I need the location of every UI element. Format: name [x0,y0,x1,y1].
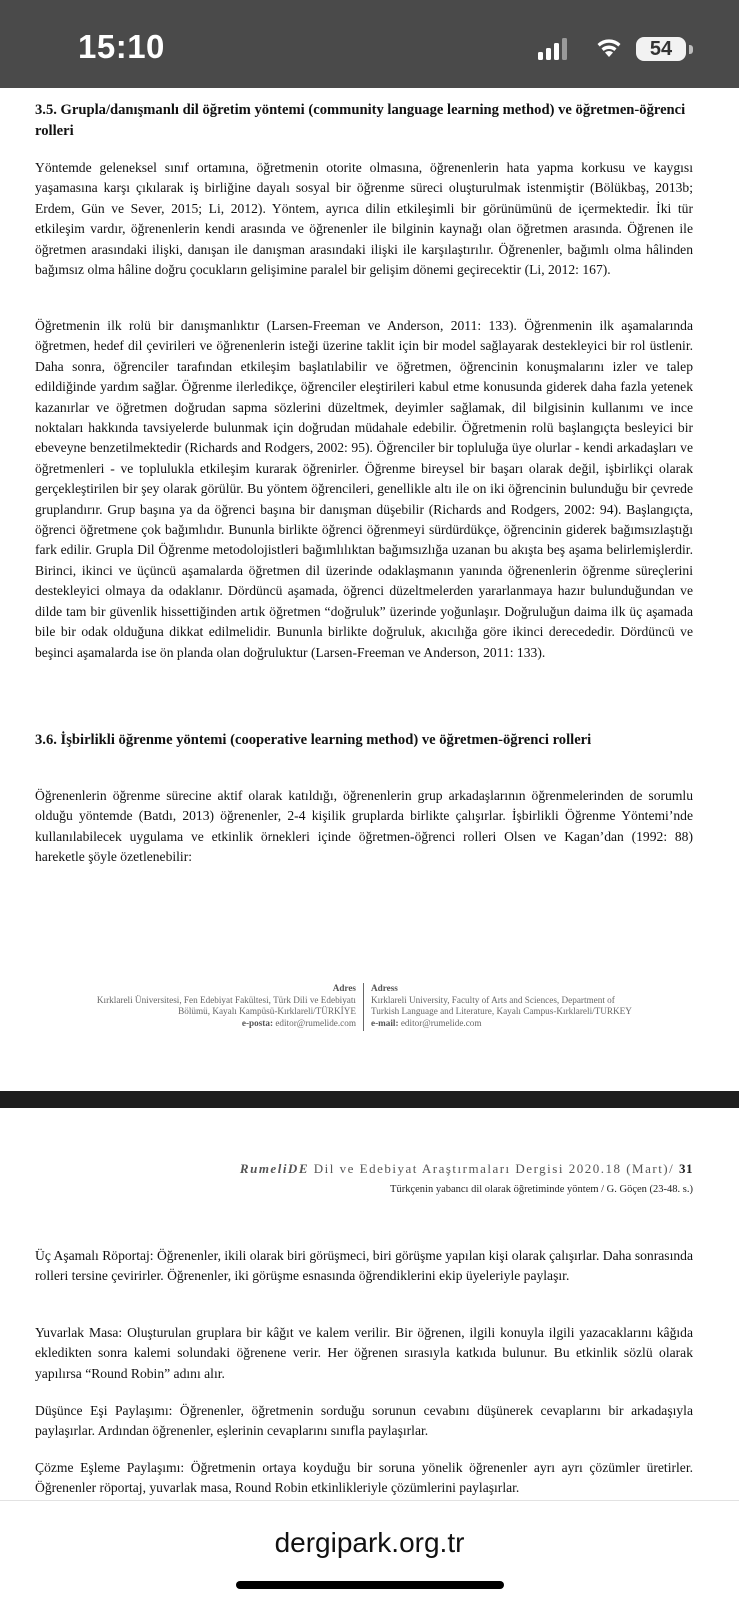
journal-name: RumeliDE [239,1161,309,1176]
battery-icon: 54 [636,37,686,61]
footer-address-en [371,983,701,1029]
battery-nub [689,45,693,54]
section-heading-3-6: 3.6. İşbirlikli öğrenme yöntemi (cooperative learning method) ve öğretmen-öğrenci rolleri [35,732,592,748]
running-head: Türkçenin yabancı dil olarak öğretiminde yöntem / G. Göçen (23-48. s.) [390,1184,693,1195]
paragraph: Üç Aşamalı Röportaj: Öğrenenler, ikili olarak biri görüşmeci, biri görüşme yapılan kişi olarak çalışırlar. Daha sonrasında rolleri tersine çevirirler. Öğrenenler, iki görüşme esnasında öğrendiklerini ekip üyeleriyle paylaşır. [35,1248,693,1284]
journal-header [240,1161,693,1177]
status-time: 15:10 [78,28,165,65]
page-number: 31 [679,1161,693,1176]
footer-divider [363,983,364,1031]
status-bar [0,0,739,88]
footer-email-label: e-posta: [241,1017,274,1028]
paragraph: Yuvarlak Masa: Oluşturulan gruplara bir kâğıt ve kalem verilir. Bir öğrenen, ilgili konuyla ilgili yazacaklarını kâğıda ekledikten sonra kalemi solundaki öğrenene verir. Her öğrenen sırasıyla katkıda bulunur. Bu etkinlik sözlü olarak yapılırsa “Round Robin” adını alır. [35,1325,693,1381]
paragraph: Yöntemde geleneksel sınıf ortamına, öğretmenin otorite olmasına, öğrenenlerin hata yapma korkusu ve kaygısı yaşamasına karşı çıkılarak iş birliğine dayalı sosyal bir öğrenme süreci oluşturulmak istenmiştir (Bölükbaş, 2013b; Erdem, Gün ve Sever, 2015; Li, 2012). Yöntem, ayrıca dilin etkileşimli bir görünümünü de içermektedir. İki tür etkileşim vardır, öğrenenlerin kendi arasında ve öğrenenler ile bilginin kaynağı olan öğretmen arasında. Öğrenen ile öğretmen arasındaki ilişki, danışan ile danışman arasındaki ilişki ile karşılaştırılır. Öğrenenler, bağımlı olma hâlinden bağımsız olma hâline doğru çocukların gelişimine paralel bir gelişim dönemi geçirecektir (Li, 2012: 167). [35,160,693,278]
wifi-icon [594,36,624,58]
url-bar[interactable]: dergipark.org.tr [274,1527,465,1558]
footer-heading: Adres [332,983,356,993]
footer-email[interactable]: editor@rumelide.com [275,1017,356,1028]
home-indicator[interactable] [236,1581,504,1589]
signal-icon [538,38,570,60]
footer-line: Bölümü, Kayalı Kampüsü-Kırklareli/TÜRKİYE [178,1006,356,1016]
paragraph: Öğretmenin ilk rolü bir danışmanlıktır (Larsen-Freeman ve Anderson, 2011: 133). Öğrenmenin ilk aşamalarında öğretmen, hedef dil çevirileri ve öğrenenlerin isteği üzerine taklit için bir model sağlayarak destekleyici bir rol üstlenir. Daha sonra, öğrenciler tarafından etkileşim başlatılabilir ve öğretmen, öğrencinin konuşmalarını izler ve talep edildiğinde yardım sağlar. Öğrenme ilerledikçe, öğrenciler eleştirileri kabul etme konusunda giderek daha fazla yetenek kazanırlar ve öğretmen doğrudan sapma sözlerini düzeltmek, deyimler sağlamak, dil bilgisinin kullanımı ve ince noktaları hakkında tavsiyelerde bulunmak için doğrudan müdahale edebilir. Öğretmenin rolü başlangıçta besleyici bir ebeveyne benzetilmektedir (Richards and Rodgers, 2002: 95). Öğrenciler bir topluluğa üye olurlar - kendi arkadaşları ve öğretmenleri - ve toplulukla etkileşim kurarak öğrenirler. Öğrenme bireysel bir başarı olarak değil, işbirlikçi olarak gerçekleştirilen bir şey olarak görülür. Bu yöntem öğrencileri, genellikle altı ile on iki öğrencinin bulunduğu bir çevrede gruplandırır. Grup başına ya da öğrenci başına bir danışman düşebilir (Richards and Rodgers, 2002: 94). Başlangıçta, öğrenci öğretmene çok bağımlıdır. Bununla birlikte öğrenci öğrenmeyi sürdürdükçe, öğrencinin giderek bağımsızlaştığı fark edilir. Grupla Dil Öğrenme metodolojistleri bağımlılıktan bağımsızlığa uzanan bu akışta beş aşama belirlemişlerdir. Birinci, ikinci ve üçüncü aşamalarda öğretmen dil üzerinde odaklaşmanın yanında öğrenenlerin öğrenme süreçlerini destekleyici olmaya da odaklanır. Dördüncü aşamada, öğrenci düzeltmelerden yararlanmaya hazır bulunduğundan ve dilde tam bir güvenlik hissettiğinden artık öğretmen “doğruluk” üzerinde yoğunlaşır. Doğruluğun daima ilk üç aşamada bile bir odak olduğuna dikkat edilmelidir. Bununla birlikte doğruluk, akıcılığa göre ikinci derecededir. Dördüncü ve beşinci aşamalarda ise ön planda olan doğruluktur (Larsen-Freeman ve Anderson, 2011: 133). [35,318,693,660]
footer-email-label: e-mail: [371,1017,399,1028]
footer-line: Turkish Language and Literature, Kayalı Campus-Kırklareli/TURKEY [371,1006,632,1016]
footer-email[interactable]: editor@rumelide.com [400,1017,482,1028]
footer-line: Kırklareli University, Faculty of Arts and Sciences, Department of [371,994,615,1005]
paragraph: Düşünce Eşi Paylaşımı: Öğrenenler, öğretmenin sorduğu sorunun cevabını düşünerek cevaplarını bir arkadaşıyla paylaşırlar. Ardından öğrenenler, eşlerinin cevaplarını sınıfla paylaşırlar. [35,1403,693,1439]
page-separator [0,1091,739,1108]
footer-heading: Adress [371,983,398,993]
browser-bottom-bar [0,1500,739,1601]
footer-line: Kırklareli Üniversitesi, Fen Edebiyat Fakültesi, Türk Dili ve Edebiyatı [96,994,356,1005]
journal-subtitle: Dil ve Edebiyat Araştırmaları Dergisi 2020.18 (Mart)/ [313,1161,675,1176]
paragraph: Öğrenenlerin öğrenme sürecine aktif olarak katıldığı, öğrenenlerin grup arkadaşlarının öğrenmelerinden de sorumlu olduğu yöntemde (Batdı, 2013) öğrenenler, 2-4 kişilik gruplarda birlikte çalışırlar. İşbirlikli Öğrenme Yöntemi’nde kullanılabilecek uygulama ve etkinlik örnekleri içinde öğretmen-öğrenci rolleri Olsen ve Kagan’dan (1992: 88) hareketle şöyle özetlenebilir: [35,788,693,865]
section-heading-3-5: 3.5. Grupla/danışmanlı dil öğretim yöntemi (community language learning method) ve öğretmen-öğrenci rolleri [35,102,686,139]
footer-address-tr [26,983,356,1029]
paragraph: Çözme Eşleme Paylaşımı: Öğretmenin ortaya koyduğu bir soruna yönelik öğrenenler ayrı ayrı çözümler üretirler. Öğrenenler röportaj, yuvarlak masa, Round Robin etkinlikleriyle çözümlerini paylaşırlar. [35,1460,693,1496]
